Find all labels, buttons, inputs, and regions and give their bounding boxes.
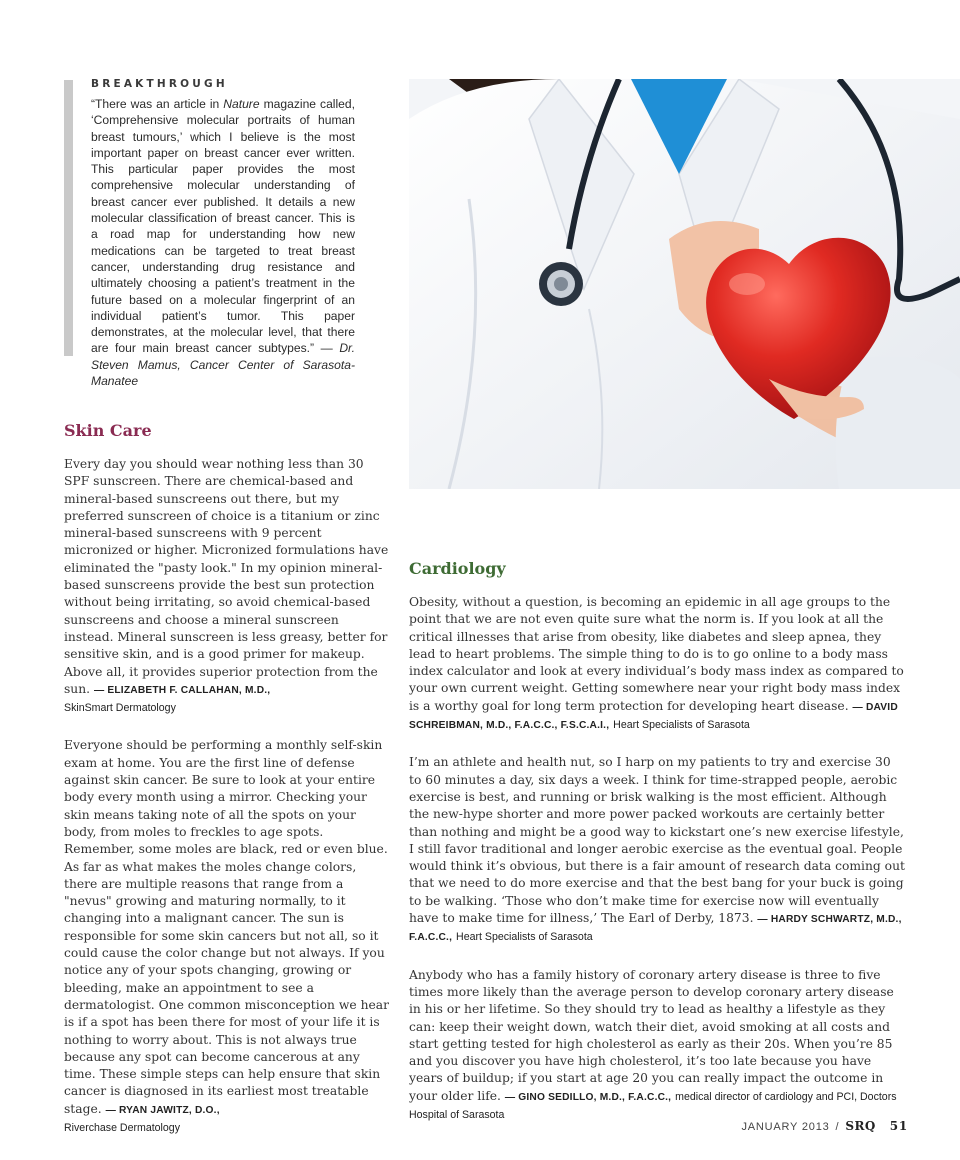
paragraph-text: I’m an athlete and health nut, so I harp on my patients to try and exercise 30 to 60 minutes a day, six days a week. I think for time-strapped people, aerobic exercise is best, and running or brisk walking is the most efficient. Although the new-hype shorter and more power packed workouts are certainly better than nothing and might be a good way to kickstart one’s new exercise lifestyle, I still favor traditional and longer aerobic exercise as the eventual goal. People would think it’s obvious, but there is a fair amount of research data coming out that we need to do more exercise and that the best bang for your buck is going to be walking. ‘Those who don’t make time for exercise now will eventually have to make time for illness,’ The Earl of Derby, 1873.: [409, 755, 905, 926]
paragraph-text: Every day you should wear nothing less than 30 SPF sunscreen. There are chemical-based and mineral-based sunscreens out there, but my preferred sunscreen of choice is a titanium or zinc mineral-based sunscreens with 9 percent micronized or higher. Micronized formulations have eliminated the "pasty look." In my opinion mineral-based sunscreens provide the best sun protection without being irritating, so avoid chemical-based sunscreens and choose a mineral sunscreen instead. Mineral sunscreen is less greasy, better for sensitive skin, and is a good primer for makeup. Above all, it provides superior protection from the sun.: [64, 457, 389, 696]
section-heading-cardiology: Cardiology: [409, 559, 506, 578]
author-affiliation: SkinSmart Dermatology: [64, 702, 176, 715]
author-affiliation: Heart Specialists of Sarasota: [613, 719, 750, 732]
breakthrough-quote: [91, 96, 355, 389]
cardiology-paragraph: [409, 967, 905, 1125]
cardiology-column: [409, 594, 905, 1144]
author-byline: — RYAN JAWITZ, D.O.,: [105, 1104, 220, 1116]
quote-attribution: Dr. Steven Mamus, Cancer Center of Sarasota-Manatee: [91, 341, 355, 389]
sidebar-accent-bar: [64, 80, 73, 356]
page-footer: [741, 1119, 908, 1133]
author-affiliation: Riverchase Dermatology: [64, 1121, 180, 1134]
author-affiliation: Heart Specialists of Sarasota: [456, 931, 593, 944]
cardiology-paragraph: [409, 754, 905, 946]
paragraph-text: Everyone should be performing a monthly self-skin exam at home. You are the first line of defense against skin cancer. Be sure to look at your entire body every month using a mirror. Checking your skin means taking note of all the spots on your body, from moles to freckles to age spots. Remember, some moles are black, red or even blue. As far as what makes the moles change colors, there are multiple reasons that range from a "nevus" growing and maturing normally, to it changing into a malignant cancer. The sun is responsible for some skin cancers but not all, so it could cause the color change but not always. If you notice any of your spots changing, growing or bleeding, make an appointment to see a dermatologist. One common misconception we hear is if a spot has been there for most of your life it is nothing to worry about. This is not always true because any spot can become cancerous at any time. These simple steps can help ensure that skin cancer is diagnosed in its earliest most treatable stage.: [64, 738, 389, 1116]
cardiology-paragraph: [409, 594, 905, 734]
author-affiliation: medical director of cardiology and PCI, Doctors Hospital of Sarasota: [409, 1090, 897, 1122]
skin-care-paragraph: [64, 737, 392, 1137]
author-byline: — DAVID SCHREIBMAN, M.D., F.A.C.C., F.S.C.A.I.,: [409, 701, 898, 732]
issue-date: JANUARY 2013: [741, 1121, 830, 1133]
skin-care-column: [64, 456, 392, 1157]
doctor-heart-photo: [409, 79, 960, 489]
author-byline: — HARDY SCHWARTZ, M.D., F.A.C.C.,: [409, 914, 902, 944]
journal-name: Nature: [223, 97, 260, 111]
section-kicker: BREAKTHROUGH: [91, 78, 228, 90]
quote-text-rest: magazine called, ‘Comprehensive molecular portraits of human breast tumours,’ which I believe is the most important paper on breast cancer ever written. This particular paper provides the most comprehensive molecular understanding of breast cancer ever published. It details a new molecular classification of breast cancer. This is a road map for understanding how new medications can be targeted to treat breast cancer, understanding drug resistance and ultimately choosing a patient’s treatment in the future based on a molecular fingerprint of an individual patient’s tumor. This paper demonstrates, at the molecular level, that there are four main breast cancer subtypes.” —: [91, 97, 355, 356]
breakthrough-sidebar: [64, 78, 358, 389]
page-number: 51: [889, 1119, 908, 1133]
author-byline: — ELIZABETH F. CALLAHAN, M.D.,: [93, 684, 271, 696]
doctor-heart-illustration: [409, 79, 960, 489]
magazine-name: SRQ: [845, 1119, 876, 1133]
author-byline: — GINO SEDILLO, M.D., F.A.C.C.,: [504, 1091, 672, 1103]
section-heading-skin-care: Skin Care: [64, 421, 152, 440]
quote-text: “There was an article in: [91, 97, 224, 111]
skin-care-paragraph: [64, 456, 392, 717]
footer-separator: /: [835, 1121, 840, 1133]
paragraph-text: Anybody who has a family history of coronary artery disease is three to five times more likely than the average person to develop coronary artery disease in his or her lifetime. So they should try to lead as healthy a lifestyle as they can: keep their weight down, watch their diet, avoid smoking at all costs and start getting tested for high cholesterol as early as their 20s. When you’re 85 and you discover you have high cholesterol, it’s too late because you have years of buildup; if you start at age 20 you can really impact the outcome in your older life.: [409, 967, 894, 1103]
paragraph-text: Obesity, without a question, is becoming an epidemic in all age groups to the point that we are not even quite sure what the norm is. If you look at all the critical illnesses that arise from obesity, like diabetes and sleep apnea, they lead to heart problems. The simple thing to do is to go online to a body mass index calculator and look at every individual’s body mass index as compared to your own current weight. Getting somewhere near your right body mass index is a worthy goal for long term protection for developing heart disease.: [409, 595, 904, 713]
